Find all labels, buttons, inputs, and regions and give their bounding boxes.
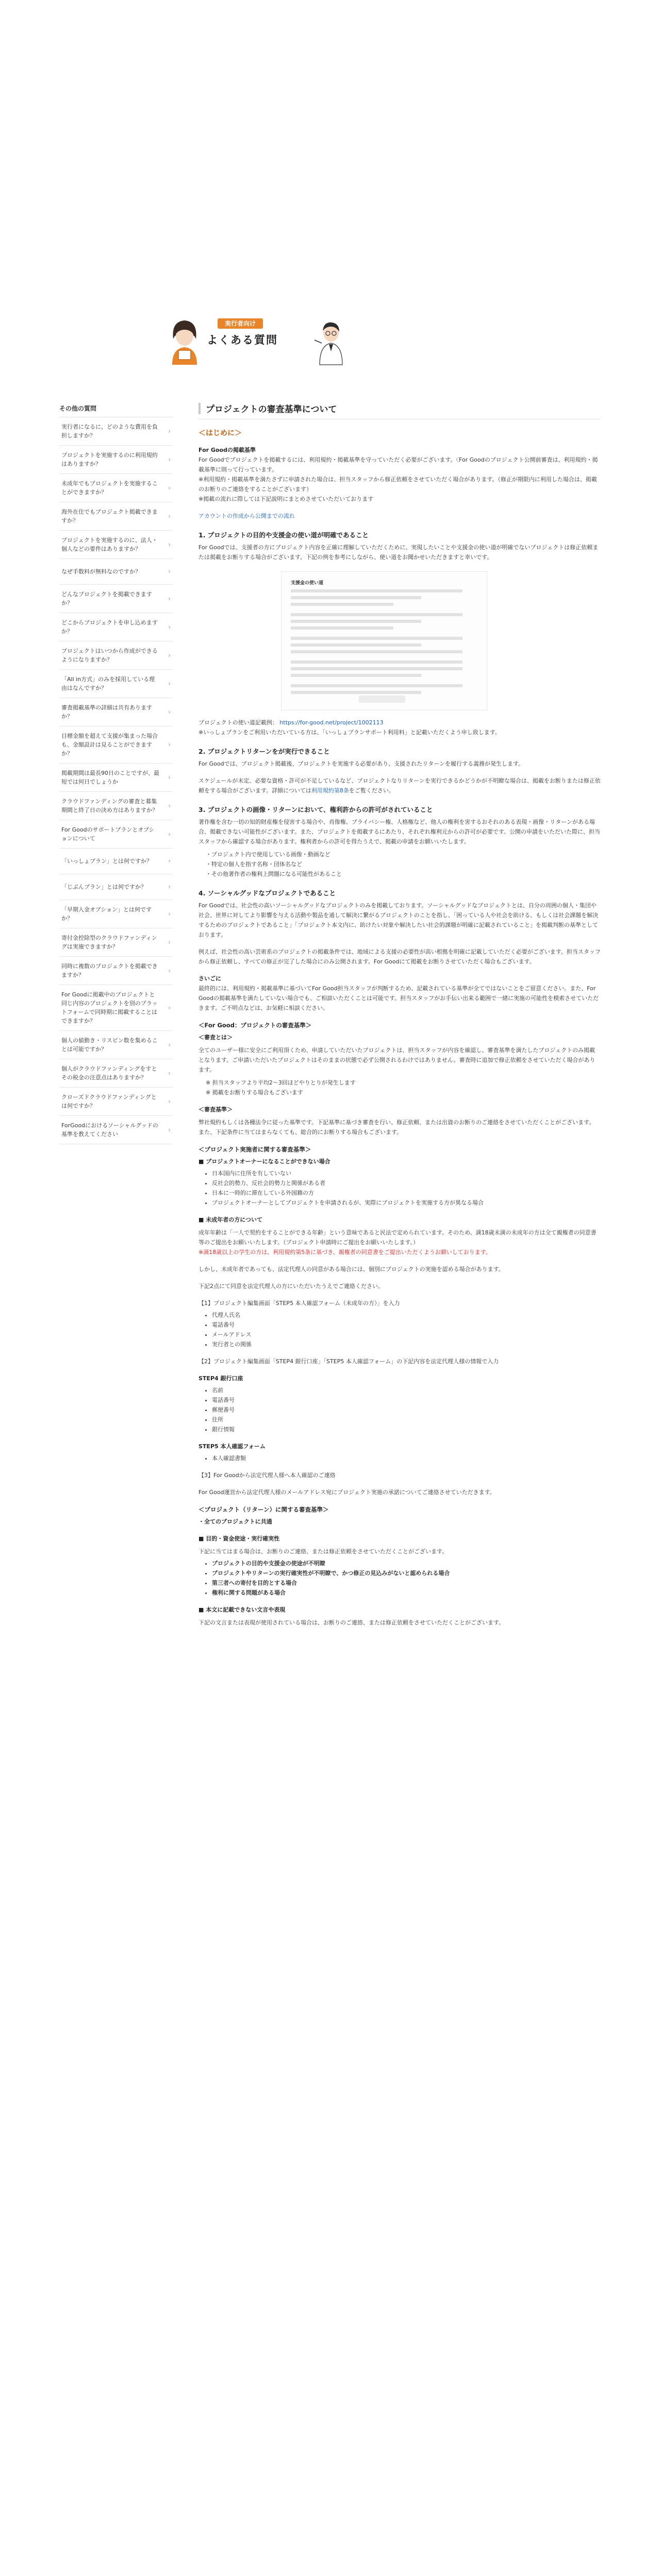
intro-heading: ＜はじめに＞: [198, 429, 242, 437]
list-item: • 第三者への寄付を目的とする場合: [212, 1578, 601, 1588]
sidebar-item-label: プロジェクトを実施するのに、法人・個人などの要件はありますか？: [61, 537, 158, 552]
sidebar-item[interactable]: [59, 792, 173, 820]
sidebar-item-label: プロジェクトを実施するのに利用規約はありますか？: [61, 452, 158, 467]
form-example-button: [359, 696, 405, 703]
section-1-paragraph: For Goodでは、支援者の方にプロジェクト内容を正確に理解していただくために、実現したいことや支援金の使い道が明確でないプロジェクトは修正依頼または掲載をお断りする場合がございます。下記の例を参考にしながら、使い道をお聞かせいただきますと幸いです。: [198, 544, 599, 561]
sidebar-item-label: ForGoodにおけるソーシャルグッドの基準を教えてください: [61, 1122, 158, 1138]
sidebar-item-label: 実行者になるに、どのような費用を負担しますか？: [61, 423, 158, 439]
chevron-right-icon: ›: [168, 802, 171, 809]
sidebar-item[interactable]: [59, 698, 173, 726]
chevron-right-icon: ›: [168, 568, 171, 575]
sidebar-item[interactable]: [59, 1059, 173, 1088]
sidebar-item-label: なぜ手数料が無料なのですか？: [61, 568, 141, 575]
review-notes-list: [198, 1078, 601, 1097]
section-1-title: 1. プロジェクトの目的や支援金の使い道が明確であること: [198, 531, 369, 539]
basic-label: For Goodの掲載基準: [198, 447, 256, 453]
step-5-list: [198, 1453, 601, 1463]
step-1: 【1】プロジェクト編集画面「STEP5 本人確認フォーム（未成年の方）」を入力: [198, 1300, 400, 1307]
owner-ineligible-list: [198, 1168, 601, 1208]
sidebar-item-label: どんなプロジェクトを掲載できますか？: [61, 591, 152, 606]
purpose-subheading: ■ 目的・資金使途・実行確実性: [198, 1535, 280, 1542]
sidebar-item[interactable]: [59, 1116, 173, 1144]
sidebar-item-label: 未成年でもプロジェクトを実施することができますか？: [61, 480, 158, 496]
review-definition-label: ＜審査とは＞: [198, 1034, 233, 1041]
sidebar-item[interactable]: [59, 849, 173, 874]
review-heading: ＜For Good：プロジェクトの審査基準＞: [198, 1022, 312, 1029]
step-3: 【3】For Goodから法定代理人様へ本人確認のご連絡: [198, 1472, 336, 1479]
sidebar-item[interactable]: [59, 985, 173, 1031]
chevron-right-icon: ›: [168, 1126, 171, 1133]
chevron-right-icon: ›: [168, 651, 171, 659]
criteria-label: ＜審査基準＞: [198, 1106, 233, 1113]
hero-header: [0, 289, 662, 412]
chevron-right-icon: ›: [168, 967, 171, 974]
section-3-list: [198, 850, 601, 879]
list-item: • 代理人氏名: [212, 1310, 601, 1320]
sidebar-item-label: プロジェクトはいつから作成ができるようになりますか？: [61, 648, 158, 663]
sidebar-item[interactable]: [59, 1031, 173, 1059]
list-item: ・特定の個人を指す名称・団体名など: [206, 861, 302, 868]
minor-subheading: ■ 未成年者の方について: [198, 1216, 263, 1223]
article-title: プロジェクトの審査基準について: [206, 404, 337, 415]
sidebar-item[interactable]: [59, 417, 173, 446]
usage-form-example-image: [281, 571, 487, 710]
girl-illustration-icon: [164, 314, 205, 366]
sidebar-item-label: For Goodに掲載中のプロジェクトと同じ内容のプロジェクトを別のプラットフォームで同時期に掲載することはできますか？: [61, 991, 158, 1024]
content-criteria-heading: ＜プロジェクト（リターン）に関する審査基準＞: [198, 1506, 329, 1513]
sidebar-item[interactable]: [59, 446, 173, 474]
step-4-list: [198, 1385, 601, 1434]
sidebar-item[interactable]: [59, 502, 173, 531]
list-item: • プロジェクトの目的や支援金の使途が不明瞭: [212, 1558, 601, 1568]
sidebar-item-label: 「じぶんプラン」とは何ですか？: [61, 884, 146, 890]
chevron-right-icon: ›: [168, 708, 171, 716]
sidebar-item-label: 「いっしょプラン」とは何ですか？: [61, 858, 152, 865]
list-item: • 日本に一時的に滞在している外国籍の方: [212, 1188, 601, 1198]
list-item: • プロジェクトやリターンの実行確実性が不明瞭で、かつ修正の見込みがないと認められる場合: [212, 1568, 601, 1578]
note-1: ※利用規約・掲載基準を満たさずに申請された場合は、担当スタッフから修正依頼をさせていただく場合があります。（修正が期限内に利用した場合は、掲載のお断りのご連絡をすることがございます）: [198, 476, 597, 493]
sidebar-item-label: For Goodのサポートプランとオプションについて: [61, 826, 155, 842]
sidebar-list: [59, 417, 173, 1144]
chevron-right-icon: ›: [168, 1069, 171, 1077]
chevron-right-icon: ›: [168, 680, 171, 687]
sidebar-item[interactable]: [59, 531, 173, 559]
sidebar-item[interactable]: [59, 559, 173, 585]
sidebar-item-label: 同時に複数のプロジェクトを掲載できますか？: [61, 963, 158, 978]
forbidden-expressions-subheading: ■ 本文に記載できない文言や表現: [198, 1606, 286, 1613]
section-4-title: 4. ソーシャルグッドなプロジェクトであること: [198, 889, 336, 897]
chevron-right-icon: ›: [168, 910, 171, 918]
chevron-right-icon: ›: [168, 1004, 171, 1011]
section-2-paragraph-2: スケジュールが未定、必要な資格・許可が不足しているなど、プロジェクトなりリターンを実行できるかどうかが不明瞭な場合は、掲載をお断りまたは修正依頼をする場合がございます。詳細については: [198, 777, 601, 794]
step-5-label: STEP5 本人確認フォーム: [198, 1443, 266, 1450]
forbidden-expressions-paragraph: 下記の文言または表現が使用されている場合は、お断りのご連絡、または修正依頼をさせていただくことがございます。: [198, 1619, 505, 1626]
purpose-list: [198, 1558, 601, 1598]
list-item: • 電話番号: [212, 1320, 601, 1330]
sidebar-item[interactable]: [59, 928, 173, 957]
section-3-paragraph: 著作権を含む一切の知的財産権を侵害する場合や、肖像権、プライバシー権、人格権など、他人の権利を害するおそれのある表現・画像・リターンがある場合、掲載できない可能性がございます。また、プロジェクトを掲載するにあたり、それぞれ権利元からの許可が必要です。公開の申請をいただいた際に、担当スタッフから確認する場合があります。権利者からの許可を得たうえで、掲載の申請をお願いいたします。: [198, 819, 601, 845]
lastly-paragraph: 最終的には、利用規約・掲載基準に基づいてFor Good担当スタッフが判断するため、記載されている基準が全てではないことをご留意ください。また、For Goodの掲載基準を満たしていない場合でも、ご相談いただくことは可能です。担当スタッフがお手伝い出来る範囲で一緒に実施の可能性を模索させていただきます。ご不明点などは、お気軽に相談ください。: [198, 985, 599, 1011]
sidebar-item[interactable]: [59, 900, 173, 928]
criteria-paragraph-2: また、下記条件に当てはまらなくても、総合的にお断りする場合もございます。: [198, 1129, 403, 1136]
section-2-paragraph-2-end: をご覧ください。: [349, 787, 394, 794]
list-item: • 名前: [212, 1385, 601, 1395]
list-item: • プロジェクトオーナーとしてプロジェクトを申請されるが、実際にプロジェクトを実施する方が異なる場合: [212, 1198, 601, 1208]
sidebar-item-label: 掲載期間は最長90日のことですが、最短では何日でしょうか: [61, 770, 159, 785]
hero-badge: 実行者向け: [218, 318, 263, 329]
list-item: • 住所: [212, 1415, 601, 1425]
step-3-paragraph: For Good運営から法定代理人様のメールアドレス宛にプロジェクト実施の承諾についてご連絡させていただきます。: [198, 1489, 495, 1496]
step-1-list: [198, 1310, 601, 1349]
step-2: 【2】プロジェクト編集画面「STEP4 銀行口座」「STEP5 本人確認フォーム」の下記内容を法定代理人様の情報で入力: [198, 1358, 499, 1365]
common-label: ・全てのプロジェクトに共通: [198, 1518, 272, 1525]
list-item: ・その他著作者の権利上問題になる可能性があること: [206, 871, 342, 877]
article-header: [198, 402, 601, 419]
list-item: • 実行者との関係: [212, 1340, 601, 1349]
step-4-label: STEP4 銀行口座: [198, 1375, 243, 1382]
section-2-paragraph-1: For Goodでは、プロジェクト掲載後、プロジェクトを実施する必要があり、支援されたリターンを履行する義務が発生します。: [198, 760, 524, 767]
sidebar-item-label: 目標金額を超えて支援が集まった場合も、金額設計は見ることができますか？: [61, 733, 158, 757]
sidebar-item[interactable]: [59, 764, 173, 792]
chevron-right-icon: ›: [168, 741, 171, 748]
chevron-right-icon: ›: [168, 1097, 171, 1105]
minor-paragraph: 成年年齢は「一人で契約をすることができる年齢」という意味であると民法で定められています。そのため、満18歳未満の未成年の方は全て親権者の同意書等のご提出をお願いいたします。（プロジェクト申請時にご提出をお願いいたします。）: [198, 1229, 597, 1246]
list-item: • 銀行情報: [212, 1425, 601, 1434]
chevron-right-icon: ›: [168, 484, 171, 492]
chevron-right-icon: ›: [168, 938, 171, 946]
sidebar-item[interactable]: [59, 957, 173, 985]
chevron-right-icon: ›: [168, 540, 171, 548]
section-2-paragraph-2-line: [198, 776, 601, 795]
minor-note: ※満18歳以上の学生の方は、利用規約第5条に基づき、親権者の同意書をご提出いただくようお願いしております。: [198, 1249, 491, 1256]
sidebar-item[interactable]: [59, 820, 173, 849]
form-caption: プロジェクトの使い道記載例：: [198, 719, 278, 726]
chevron-right-icon: ›: [168, 455, 171, 463]
basic-paragraph: For Goodでプロジェクトを掲載するには、利用規約・掲載基準を守っていただく必要がございます。〈For Goodのプロジェクト公開前審査は、利用規約・掲載基準に則って行っています。: [198, 456, 598, 473]
list-item: • メールアドレス: [212, 1330, 601, 1340]
sidebar-item[interactable]: [59, 1088, 173, 1116]
man-illustration-icon: [309, 314, 351, 366]
example-project-link[interactable]: https://for-good.net/project/1002113: [279, 719, 384, 726]
sidebar-item-label: 「早期入金オプション」とは何ですか？: [61, 906, 152, 922]
list-item: ・プロジェクト内で使用している画像・動画など: [206, 851, 330, 858]
owner-ineligible-subheading: ■ プロジェクトオーナーになることができない場合: [198, 1158, 330, 1165]
sidebar-item-label: クラウドファンディングの審査と募集期間と終了日の決め方はありますか？: [61, 798, 158, 814]
review-definition-paragraph: 全てのユーザー様に安全にご利用頂くため、申請していただいたプロジェクトは、担当スタッフが内容を確認し、審査基準を満たしたプロジェクトのみ掲載となります。ご申請いただいたプロジェクトはそのままの状態で必ず公開されるわけではありません。審査時に追加で修正依頼をさせていただく場合があります。: [198, 1047, 595, 1073]
section-2-title: 2. プロジェクトリターンをが実行できること: [198, 748, 330, 755]
account-flow-link[interactable]: アカウントの作成から公開までの流れ: [198, 513, 295, 519]
chevron-right-icon: ›: [168, 883, 171, 890]
sidebar-item-label: 個人の値動き・リスピン数を集めることは可能ですか？: [61, 1037, 158, 1053]
page-title: よくある質問: [207, 334, 278, 346]
sidebar-item[interactable]: [59, 874, 173, 900]
sidebar-item-label: 審査掲載基準の詳細は共有ありますか？: [61, 704, 152, 720]
form-caption-line: [198, 718, 601, 727]
list-item: • 反社会的勢力、反社会的勢力と関係がある者: [212, 1178, 601, 1188]
sidebar-item[interactable]: [59, 613, 173, 641]
list-item: ※ 担当スタッフより平均2〜3回ほどやりとりが発生します: [206, 1079, 356, 1086]
sidebar-item-label: 個人がクラウドファンディングをすとその税金の注意点はありますか？: [61, 1065, 157, 1081]
lastly-label: さいごに: [198, 975, 221, 982]
terms-article-8-link[interactable]: 利用規約第8条: [311, 787, 349, 794]
list-item: • 電話番号: [212, 1395, 601, 1405]
purpose-paragraph: 下記に当てはまる場合は、お断りのご連絡、または修正依頼をさせていただくことがございます。: [198, 1548, 448, 1555]
list-item: • 日本国内に住所を有していない: [212, 1168, 601, 1178]
chevron-right-icon: ›: [168, 1041, 171, 1048]
sidebar-item[interactable]: [59, 726, 173, 764]
chevron-right-icon: ›: [168, 595, 171, 602]
section-3-title: 3. プロジェクトの画像・リターンにおいて、権利許からの許可がされていること: [198, 806, 433, 814]
chevron-right-icon: ›: [168, 427, 171, 435]
main-content: [198, 402, 601, 1628]
chevron-right-icon: ›: [168, 857, 171, 865]
minor-paragraph-3: 下記2点にて同意を法定代理人の方にいただいたうえでご連絡ください。: [198, 1283, 384, 1290]
owner-criteria-heading: ＜プロジェクト実施者に関する審査基準＞: [198, 1146, 311, 1153]
chevron-right-icon: ›: [168, 623, 171, 631]
section-4-paragraph-2: 例えば、社会性の高い芸術系のプロジェクトの掲載条件では、地域による支援の必要性が高い根拠を明確に記載していただく必要がございます。担当スタッフから修正依頼し、すべての修正が完了した場合にのみ公開されます。For Goodにて掲載をお断りさせていただく場合もございます。: [198, 948, 601, 965]
sidebar-item-label: 海外在住でもプロジェクト掲載できますか？: [61, 509, 158, 524]
chevron-right-icon: ›: [168, 830, 171, 838]
chevron-right-icon: ›: [168, 773, 171, 781]
sidebar-item[interactable]: [59, 585, 173, 613]
sidebar-item[interactable]: [59, 641, 173, 670]
sidebar-heading: その他の質問: [59, 402, 173, 417]
sidebar-item[interactable]: [59, 670, 173, 698]
sidebar-item-label: 寄付金控除型のクラウドファンディングは実施できますか？: [61, 935, 157, 950]
sidebar-item-label: どこからプロジェクトを申し込めますか？: [61, 619, 158, 635]
title-accent-bar: [198, 403, 201, 414]
sidebar: [59, 402, 173, 1144]
form-note: ※いっしょプランをご利用いただいている方は、「いっしょプランサポート利用料」と記載いただくよう申し致します。: [198, 729, 501, 736]
minor-paragraph-2: しかし、未成年者であっても、法定代理人の同意がある場合には、個別にプロジェクトの実施を認める場合があります。: [198, 1266, 504, 1273]
list-item: • 郵便番号: [212, 1405, 601, 1415]
chevron-right-icon: ›: [168, 512, 171, 520]
sidebar-item-label: 「All in方式」のみを採用している理由はなんですか？: [61, 676, 155, 691]
section-4-paragraph-1: For Goodでは、社会性の高いソーシャルグッドなプロジェクトのみを掲載しております。ソーシャルグッドなプロジェクトとは、自分の周囲の個人・集団や社会、世界に対してより影響を与える活動や製品を通して解決に繋がるプロジェクトのことを指し、「困っている人や社会を助ける、もしくは社会課題を解決するためのプロジェクトであること」「プロジェクト本文内に、助けたい対象や解決したい社会的課題が明確に記載されていること」を掲載判断の基準としております。: [198, 902, 599, 938]
note-2: ※掲載の流れに際しては下記説明にまとめさせていただいております: [198, 496, 374, 502]
list-item: • 本人確認書類: [212, 1453, 601, 1463]
sidebar-item-label: クローズドクラウドファンディングとは何ですか？: [61, 1094, 157, 1109]
list-item: • 権利に関する問題がある場合: [212, 1588, 601, 1598]
sidebar-item[interactable]: [59, 474, 173, 502]
criteria-paragraph: 弊社規約もしくは各種法令に従った基準です。下記基準に基づき審査を行い、修正依頼、または出資のお断りのご連絡をさせていただくことがございます。: [198, 1119, 595, 1126]
form-example-title: 支援金の使い道: [291, 581, 324, 586]
list-item: ※ 掲載をお断りする場合もございます: [206, 1089, 303, 1096]
